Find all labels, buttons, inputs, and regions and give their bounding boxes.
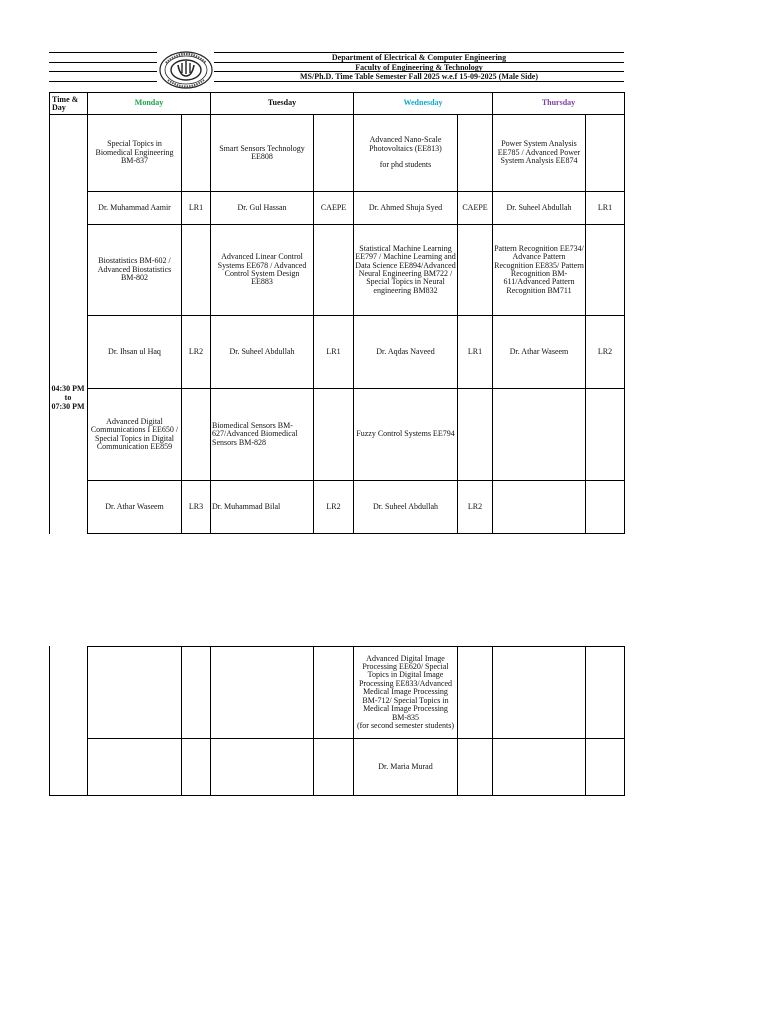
tuesday-teacher-3: Dr. Muhammad Bilal xyxy=(210,480,314,534)
university-logo xyxy=(158,51,214,89)
thursday-room-2: LR2 xyxy=(585,315,625,389)
day-header-thursday: Thursday xyxy=(492,92,625,115)
monday-room-3: LR3 xyxy=(181,480,211,534)
wednesday-teacher-2: Dr. Aqdas Naveed xyxy=(353,315,458,389)
tuesday-empty-2 xyxy=(313,224,354,316)
monday-teacher-3: Dr. Athar Waseem xyxy=(87,480,182,534)
t2-thursday-empty-3 xyxy=(492,738,586,796)
monday-empty-3 xyxy=(181,388,211,481)
monday-room-2: LR2 xyxy=(181,315,211,389)
wednesday-course-1: Advanced Nano-Scale Photovoltaics (EE813) for phd students xyxy=(353,114,458,192)
t2-tuesday-empty-1 xyxy=(210,646,314,739)
time-column-border xyxy=(49,114,50,534)
wednesday-room-2: LR1 xyxy=(457,315,493,389)
header-rule xyxy=(49,62,157,63)
department-title: Department of Electrical & Computer Engineering xyxy=(331,53,507,62)
wednesday-empty-1 xyxy=(457,114,493,192)
time-column-border-2 xyxy=(49,646,50,795)
t2-thursday-empty-2 xyxy=(585,646,625,739)
monday-empty-2 xyxy=(181,224,211,316)
thursday-empty-4b xyxy=(585,480,625,534)
day-header-monday: Monday xyxy=(87,92,211,115)
t2-monday-empty-2 xyxy=(181,646,211,739)
wednesday-empty-3 xyxy=(457,388,493,481)
faculty-title: Faculty of Engineering & Technology xyxy=(355,63,483,72)
tuesday-empty-3 xyxy=(313,388,354,481)
t2-tuesday-empty-2 xyxy=(313,646,354,739)
monday-teacher-2: Dr. Ihsan ul Haq xyxy=(87,315,182,389)
header-rule xyxy=(214,81,624,82)
tuesday-course-1: Smart Sensors Technology EE808 xyxy=(210,114,314,192)
t2-thursday-empty-1 xyxy=(492,646,586,739)
tuesday-course-3: Biomedical Sensors BM-627/Advanced Biomedical Sensors BM-828 xyxy=(210,388,314,481)
t2-wednesday-course: Advanced Digital Image Processing EE620/ Special Topics in Digital Image Processing EE833/Advanced Medical Image Processing BM-712/ Special Topics in Medical Image Processing BM-835 (for second semester students) xyxy=(353,646,458,739)
tuesday-room-3: LR2 xyxy=(313,480,354,534)
corner-header xyxy=(49,92,88,115)
t2-wednesday-empty-2 xyxy=(457,738,493,796)
monday-course-1: Special Topics in Biomedical Engineering BM-837 xyxy=(87,114,182,192)
thursday-course-1: Power System Analysis EE785 / Advanced Power System Analysis EE874 xyxy=(492,114,586,192)
tuesday-teacher-1: Dr. Gul Hassan xyxy=(210,191,314,225)
thursday-empty-3b xyxy=(585,388,625,481)
thursday-empty-3a xyxy=(492,388,586,481)
wednesday-course-3: Fuzzy Control Systems EE794 xyxy=(353,388,458,481)
monday-room-1: LR1 xyxy=(181,191,211,225)
thursday-empty-2 xyxy=(585,224,625,316)
header-rule xyxy=(49,52,157,53)
thursday-teacher-2: Dr. Athar Waseem xyxy=(492,315,586,389)
t2-wednesday-teacher: Dr. Maria Murad xyxy=(353,738,458,796)
t2-thursday-empty-4 xyxy=(585,738,625,796)
tuesday-room-2: LR1 xyxy=(313,315,354,389)
thursday-teacher-1: Dr. Suheel Abdullah xyxy=(492,191,586,225)
wednesday-empty-2 xyxy=(457,224,493,316)
tuesday-room-1: CAEPE xyxy=(313,191,354,225)
t2-monday-empty-3 xyxy=(87,738,182,796)
header-rule xyxy=(49,81,157,82)
tuesday-teacher-2: Dr. Suheel Abdullah xyxy=(210,315,314,389)
t2-tuesday-empty-3 xyxy=(210,738,314,796)
thursday-empty-4a xyxy=(492,480,586,534)
header-rule xyxy=(49,71,157,72)
monday-course-3: Advanced Digital Communications I EE650 / Special Topics in Digital Communication EE859 xyxy=(87,388,182,481)
wednesday-course-2: Statistical Machine Learning EE797 / Machine Learning and Data Science EE894/Advanced Neural Engineering BM722 / Special Topics in Neural engineering BM832 xyxy=(353,224,458,316)
t2-monday-empty-4 xyxy=(181,738,211,796)
thursday-course-2: Pattern Recognition EE734/ Advance Pattern Recognition EE835/ Pattern Recognition BM-611/Advanced Pattern Recognition BM711 xyxy=(492,224,586,316)
monday-empty-1 xyxy=(181,114,211,192)
corner-label: Time & Day xyxy=(52,94,79,112)
wednesday-room-1: CAEPE xyxy=(457,191,493,225)
monday-course-2: Biostatistics BM-602 / Advanced Biostatistics BM-802 xyxy=(87,224,182,316)
time-slot: 04:30 PM to 07:30 PM xyxy=(51,384,85,411)
thursday-room-1: LR1 xyxy=(585,191,625,225)
t2-tuesday-empty-4 xyxy=(313,738,354,796)
t2-wednesday-empty xyxy=(457,646,493,739)
day-header-tuesday: Tuesday xyxy=(210,92,354,115)
wednesday-room-3: LR2 xyxy=(457,480,493,534)
timetable-title: MS/Ph.D. Time Table Semester Fall 2025 w.e.f 15-09-2025 (Male Side) xyxy=(300,72,538,81)
monday-teacher-1: Dr. Muhammad Aamir xyxy=(87,191,182,225)
wednesday-teacher-3: Dr. Suheel Abdullah xyxy=(353,480,458,534)
tuesday-empty-1 xyxy=(313,114,354,192)
table2-bottom-rule xyxy=(49,795,88,796)
t2-monday-empty-1 xyxy=(87,646,182,739)
wednesday-teacher-1: Dr. Ahmed Shuja Syed xyxy=(353,191,458,225)
day-header-wednesday: Wednesday xyxy=(353,92,493,115)
tuesday-course-2: Advanced Linear Control Systems EE678 / Advanced Control System Design EE883 xyxy=(210,224,314,316)
thursday-empty-1 xyxy=(585,114,625,192)
